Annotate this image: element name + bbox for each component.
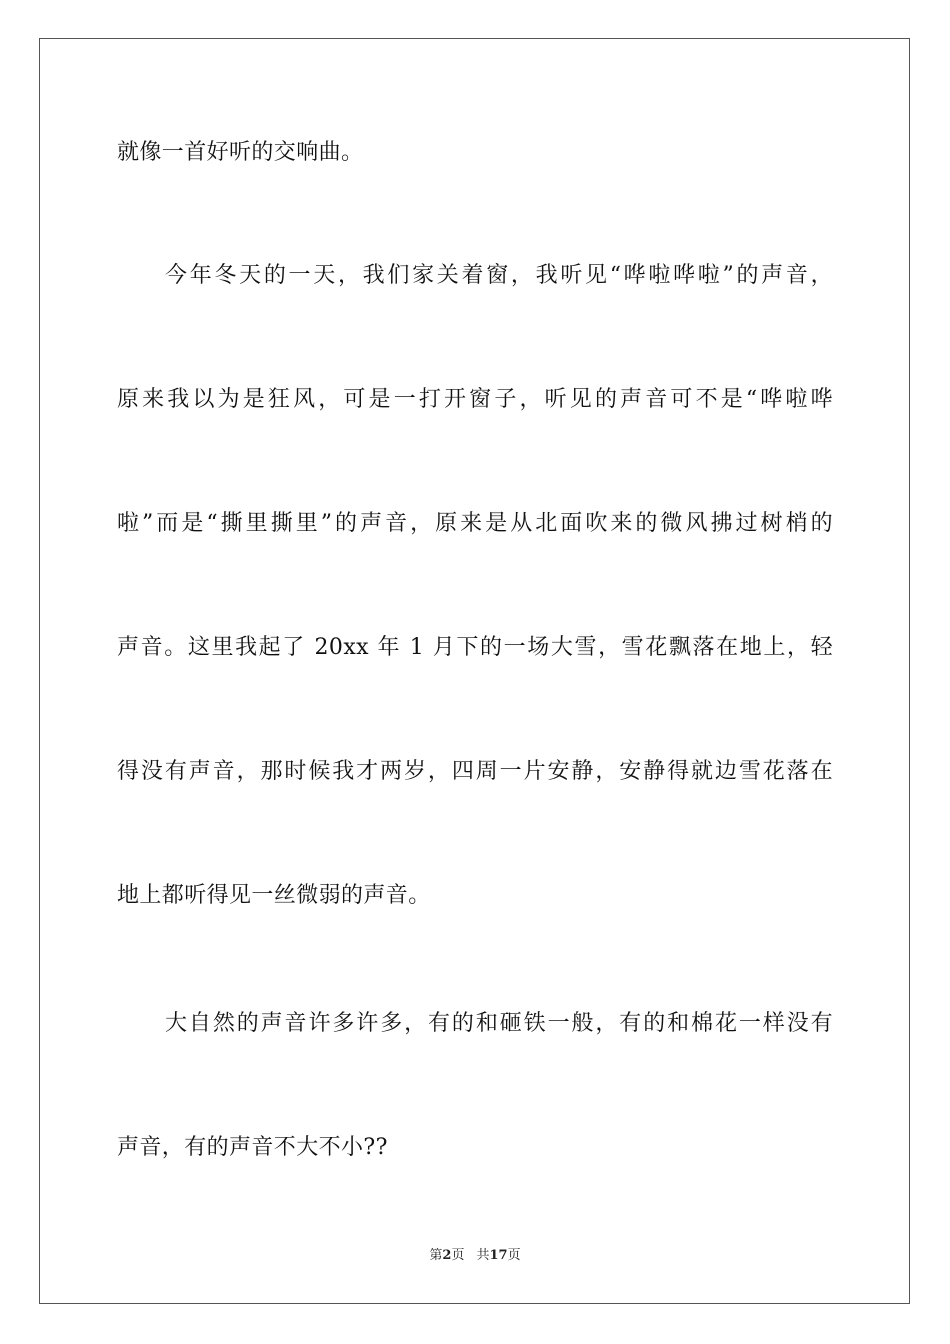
footer-total-suffix: 页	[507, 1248, 521, 1263]
text-line-3: 原来我以为是狂风，可是一打开窗子，听见的声音可不是“哗啦哗	[117, 387, 833, 412]
page-border	[39, 38, 910, 1304]
text-line-5: 声音。这里我起了 20xx 年 1 月下的一场大雪，雪花飘落在地上，轻	[117, 635, 833, 660]
footer-page-prefix: 第	[429, 1248, 443, 1263]
text-line-6: 得没有声音，那时候我才两岁，四周一片安静，安静得就边雪花落在	[117, 759, 833, 784]
footer-total-pages: 17	[489, 1248, 508, 1263]
page-footer	[0, 1247, 950, 1265]
text-line-4: 啦”而是“撕里撕里”的声音，原来是从北面吹来的微风拂过树梢的	[117, 511, 833, 536]
text-line-1: 就像一首好听的交响曲。	[117, 140, 364, 165]
text-line-2-paragraph-start: 今年冬天的一天，我们家关着窗，我听见“哗啦哗啦”的声音，	[165, 263, 833, 288]
text-line-8-paragraph-start: 大自然的声音许多许多，有的和砸铁一般，有的和棉花一样没有	[165, 1011, 833, 1036]
footer-total-prefix: 共	[476, 1248, 490, 1263]
text-line-7: 地上都听得见一丝微弱的声音。	[117, 883, 431, 908]
footer-page-number: 2	[442, 1248, 452, 1263]
footer-page-suffix: 页	[451, 1248, 465, 1263]
text-line-9: 声音，有的声音不大不小??	[117, 1135, 388, 1160]
